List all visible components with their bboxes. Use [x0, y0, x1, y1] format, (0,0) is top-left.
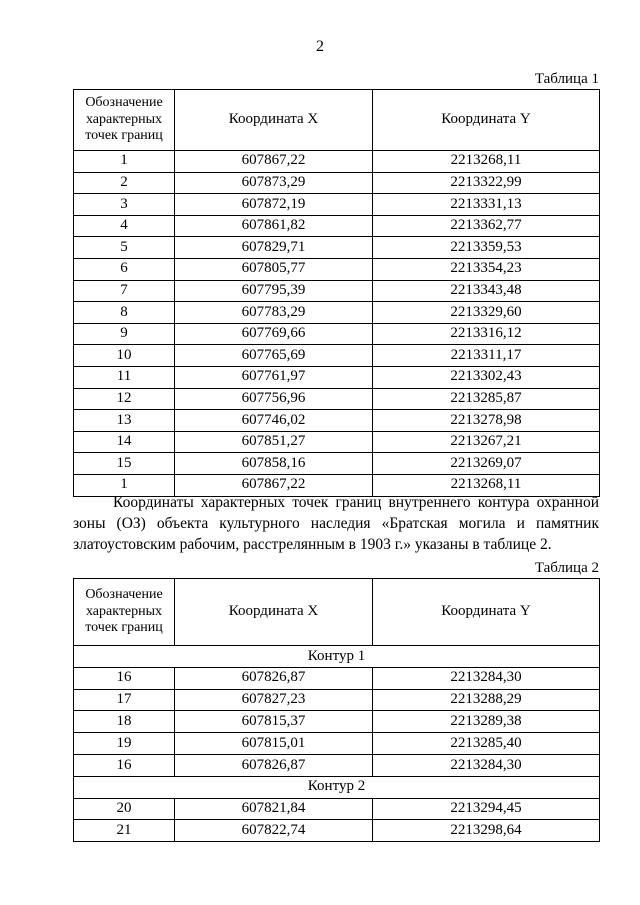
header-coord-y: Координата Y — [373, 90, 600, 151]
table1-caption: Таблица 1 — [534, 71, 599, 87]
header-coord-y: Координата Y — [373, 579, 600, 646]
coord-x-cell: 607826,87 — [175, 754, 373, 776]
coord-x-cell: 607756,96 — [175, 388, 373, 410]
contour-title: Контур 1 — [74, 646, 600, 668]
table-header-row — [74, 90, 600, 151]
point-number-cell: 16 — [74, 754, 175, 776]
coord-x-cell: 607765,69 — [175, 345, 373, 367]
point-number-cell: 3 — [74, 194, 175, 216]
coord-y-cell: 2213269,07 — [373, 453, 600, 475]
table2-caption: Таблица 2 — [534, 560, 599, 576]
point-number-cell: 7 — [74, 280, 175, 302]
coord-x-cell: 607761,97 — [175, 366, 373, 388]
table-row — [74, 711, 600, 733]
table-row — [74, 667, 600, 689]
coord-x-cell: 607815,01 — [175, 733, 373, 755]
coord-y-cell: 2213311,17 — [373, 345, 600, 367]
point-number-cell: 21 — [74, 820, 175, 842]
table-row — [74, 733, 600, 755]
table-row — [74, 302, 600, 324]
coord-x-cell: 607867,22 — [175, 474, 373, 496]
header-coord-x: Координата X — [175, 579, 373, 646]
point-number-cell: 5 — [74, 237, 175, 259]
table-row — [74, 215, 600, 237]
coord-x-cell: 607805,77 — [175, 258, 373, 280]
group-title-row — [74, 776, 600, 798]
coord-y-cell: 2213302,43 — [373, 366, 600, 388]
table-row — [74, 345, 600, 367]
paragraph-text: Координаты характерных точек границ внутреннего контура охранной зоны (ОЗ) объекта культурного наследия «Братская могила и памятник златоустовским рабочим, расстрелянным в 1903 г.» указаны в таблице 2. — [73, 494, 599, 553]
point-number-cell: 15 — [74, 453, 175, 475]
header-point: Обозначение характерных точек границ — [74, 579, 175, 646]
header-coord-x: Координата X — [175, 90, 373, 151]
coordinates-table-2 — [73, 578, 600, 842]
table-row — [74, 689, 600, 711]
coord-y-cell: 2213284,30 — [373, 667, 600, 689]
coord-y-cell: 2213284,30 — [373, 754, 600, 776]
point-number-cell: 13 — [74, 410, 175, 432]
coord-x-cell: 607826,87 — [175, 667, 373, 689]
coord-y-cell: 2213268,11 — [373, 474, 600, 496]
point-number-cell: 16 — [74, 667, 175, 689]
table-row — [74, 151, 600, 173]
point-number-cell: 19 — [74, 733, 175, 755]
point-number-cell: 8 — [74, 302, 175, 324]
table-row — [74, 798, 600, 820]
coord-x-cell: 607821,84 — [175, 798, 373, 820]
point-number-cell: 18 — [74, 711, 175, 733]
point-number-cell: 1 — [74, 474, 175, 496]
coord-y-cell: 2213362,77 — [373, 215, 600, 237]
point-number-cell: 10 — [74, 345, 175, 367]
coord-x-cell: 607795,39 — [175, 280, 373, 302]
coord-y-cell: 2213285,40 — [373, 733, 600, 755]
coord-y-cell: 2213354,23 — [373, 258, 600, 280]
coord-y-cell: 2213268,11 — [373, 151, 600, 173]
page-number: 2 — [316, 38, 324, 55]
coord-y-cell: 2213359,53 — [373, 237, 600, 259]
coord-y-cell: 2213267,21 — [373, 431, 600, 453]
point-number-cell: 20 — [74, 798, 175, 820]
point-number-cell: 14 — [74, 431, 175, 453]
table-row — [74, 431, 600, 453]
coordinates-table-1 — [73, 89, 600, 497]
point-number-cell: 2 — [74, 172, 175, 194]
coord-x-cell: 607851,27 — [175, 431, 373, 453]
coord-y-cell: 2213288,29 — [373, 689, 600, 711]
point-number-cell: 11 — [74, 366, 175, 388]
coord-x-cell: 607827,23 — [175, 689, 373, 711]
table-row — [74, 410, 600, 432]
group-title-row — [74, 646, 600, 668]
header-point: Обозначение характерных точек границ — [74, 90, 175, 151]
coord-x-cell: 607829,71 — [175, 237, 373, 259]
coord-x-cell: 607815,37 — [175, 711, 373, 733]
table-row — [74, 820, 600, 842]
table-row — [74, 323, 600, 345]
coord-x-cell: 607769,66 — [175, 323, 373, 345]
coord-x-cell: 607872,19 — [175, 194, 373, 216]
coord-y-cell: 2213285,87 — [373, 388, 600, 410]
coord-x-cell: 607822,74 — [175, 820, 373, 842]
coord-y-cell: 2213298,64 — [373, 820, 600, 842]
point-number-cell: 4 — [74, 215, 175, 237]
coord-x-cell: 607746,02 — [175, 410, 373, 432]
table-row — [74, 194, 600, 216]
table-row — [74, 453, 600, 475]
coord-y-cell: 2213322,99 — [373, 172, 600, 194]
description-paragraph — [73, 492, 599, 555]
coord-x-cell: 607867,22 — [175, 151, 373, 173]
coord-y-cell: 2213294,45 — [373, 798, 600, 820]
coord-x-cell: 607861,82 — [175, 215, 373, 237]
table-row — [74, 237, 600, 259]
point-number-cell: 9 — [74, 323, 175, 345]
point-number-cell: 17 — [74, 689, 175, 711]
point-number-cell: 6 — [74, 258, 175, 280]
coord-y-cell: 2213316,12 — [373, 323, 600, 345]
point-number-cell: 12 — [74, 388, 175, 410]
table-row — [74, 388, 600, 410]
table-row — [74, 366, 600, 388]
table-header-row — [74, 579, 600, 646]
contour-title: Контур 2 — [74, 776, 600, 798]
coord-y-cell: 2213331,13 — [373, 194, 600, 216]
table-row — [74, 280, 600, 302]
coord-y-cell: 2213329,60 — [373, 302, 600, 324]
table-row — [74, 754, 600, 776]
coord-x-cell: 607783,29 — [175, 302, 373, 324]
table-row — [74, 258, 600, 280]
coord-y-cell: 2213343,48 — [373, 280, 600, 302]
coord-y-cell: 2213289,38 — [373, 711, 600, 733]
coord-x-cell: 607873,29 — [175, 172, 373, 194]
table-row — [74, 172, 600, 194]
point-number-cell: 1 — [74, 151, 175, 173]
coord-y-cell: 2213278,98 — [373, 410, 600, 432]
coord-x-cell: 607858,16 — [175, 453, 373, 475]
